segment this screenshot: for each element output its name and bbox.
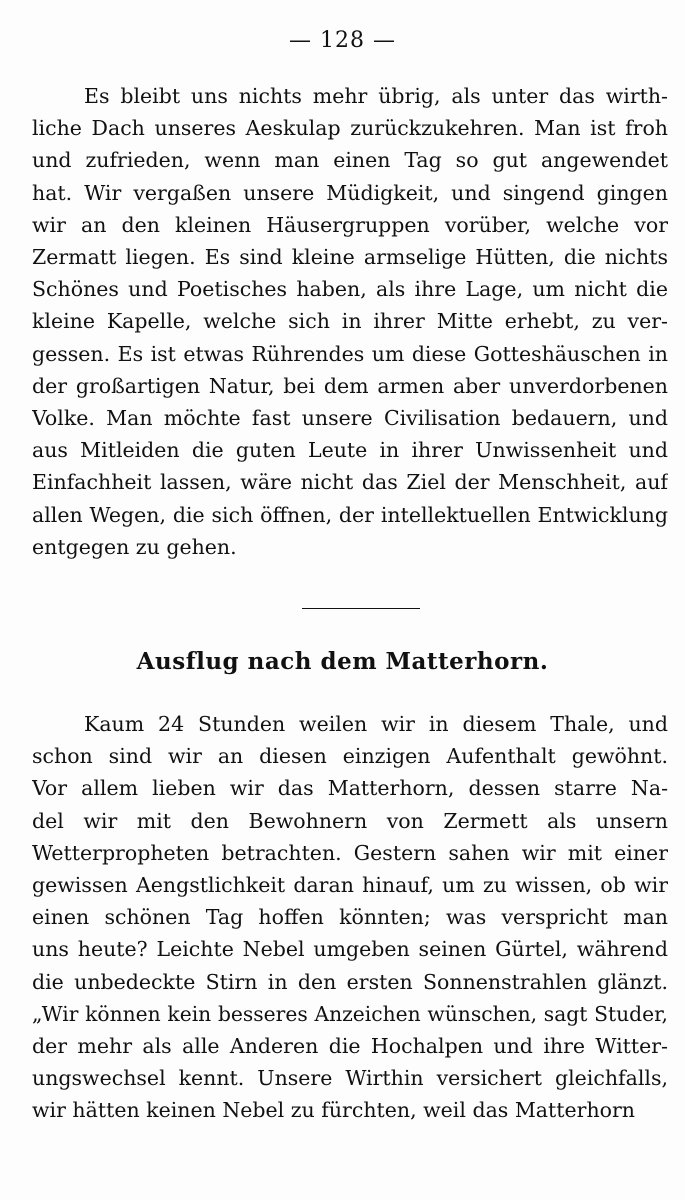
paragraph-matterhorn [32,708,668,1127]
text-line: Zermatt liegen. Es sind kleine armselige Hütten, die nichts [32,245,668,270]
text-line: kleine Kapelle, welche sich in ihrer Mitte erhebt, zu ver- [32,309,668,334]
text-line: ungswechsel kennt. Unsere Wirthin versichert gleichfalls, [32,1066,668,1091]
text-line: Kaum 24 Stunden weilen wir in diesem Thale, und [84,712,668,736]
text-line: „Wir können kein besseres Anzeichen wünschen, sagt Studer, [32,1001,668,1026]
text-line: Wetterpropheten betrachten. Gestern sahen wir mit einer [32,840,668,865]
section-divider [302,608,420,609]
text-line: gewissen Aengstlichkeit daran hinauf, um zu wissen, ob wir [32,873,668,898]
text-line: Es bleibt uns nichts mehr übrig, als unter das wirth- [84,84,668,108]
text-line: wir hätten keinen Nebel zu fürchten, weil das Matterhorn [32,1098,635,1123]
text-line: Einfachheit lassen, wäre nicht das Ziel der Menschheit, auf [32,470,668,495]
text-line: die unbedeckte Stirn in den ersten Sonnenstrahlen glänzt. [32,969,668,994]
text-line: der großartigen Natur, bei dem armen aber unverdorbenen [32,373,668,398]
text-line: hat. Wir vergaßen unsere Müdigkeit, und singend gingen [32,180,668,205]
page-number: — 128 — [289,28,396,53]
text-line: gessen. Es ist etwas Rührendes um diese Gotteshäuschen in [32,341,668,366]
text-line: Schönes und Poetisches haben, als ihre Lage, um nicht die [32,277,668,302]
text-line: del wir mit den Bewohnern von Zermett als unsern [32,808,668,833]
text-line: schon sind wir an diesen einzigen Aufenthalt gewöhnt. [32,744,668,769]
paragraph-intro [32,80,668,563]
text-line: allen Wegen, die sich öffnen, der intellektuellen Entwicklung [32,502,668,527]
text-line: entgegen zu gehen. [32,534,237,559]
text-line: Volke. Man möchte fast unsere Civilisation bedauern, und [32,406,668,431]
text-line: uns heute? Leichte Nebel umgeben seinen Gürtel, während [32,937,668,962]
text-line: und zufrieden, wenn man einen Tag so gut angewendet [32,148,668,173]
text-line: liche Dach unseres Aeskulap zurückzukehren. Man ist froh [32,116,668,141]
text-line: Vor allem lieben wir das Matterhorn, dessen starre Na- [32,776,668,801]
section-title: Ausflug nach dem Matterhorn. [136,648,549,675]
text-line: aus Mitleiden die guten Leute in ihrer Unwissenheit und [32,438,668,463]
text-line: einen schönen Tag hoffen könnten; was verspricht man [32,905,668,930]
text-line: der mehr als alle Anderen die Hochalpen und ihre Witter- [32,1034,668,1059]
text-line: wir an den kleinen Häusergruppen vorüber, welche vor [32,212,668,237]
